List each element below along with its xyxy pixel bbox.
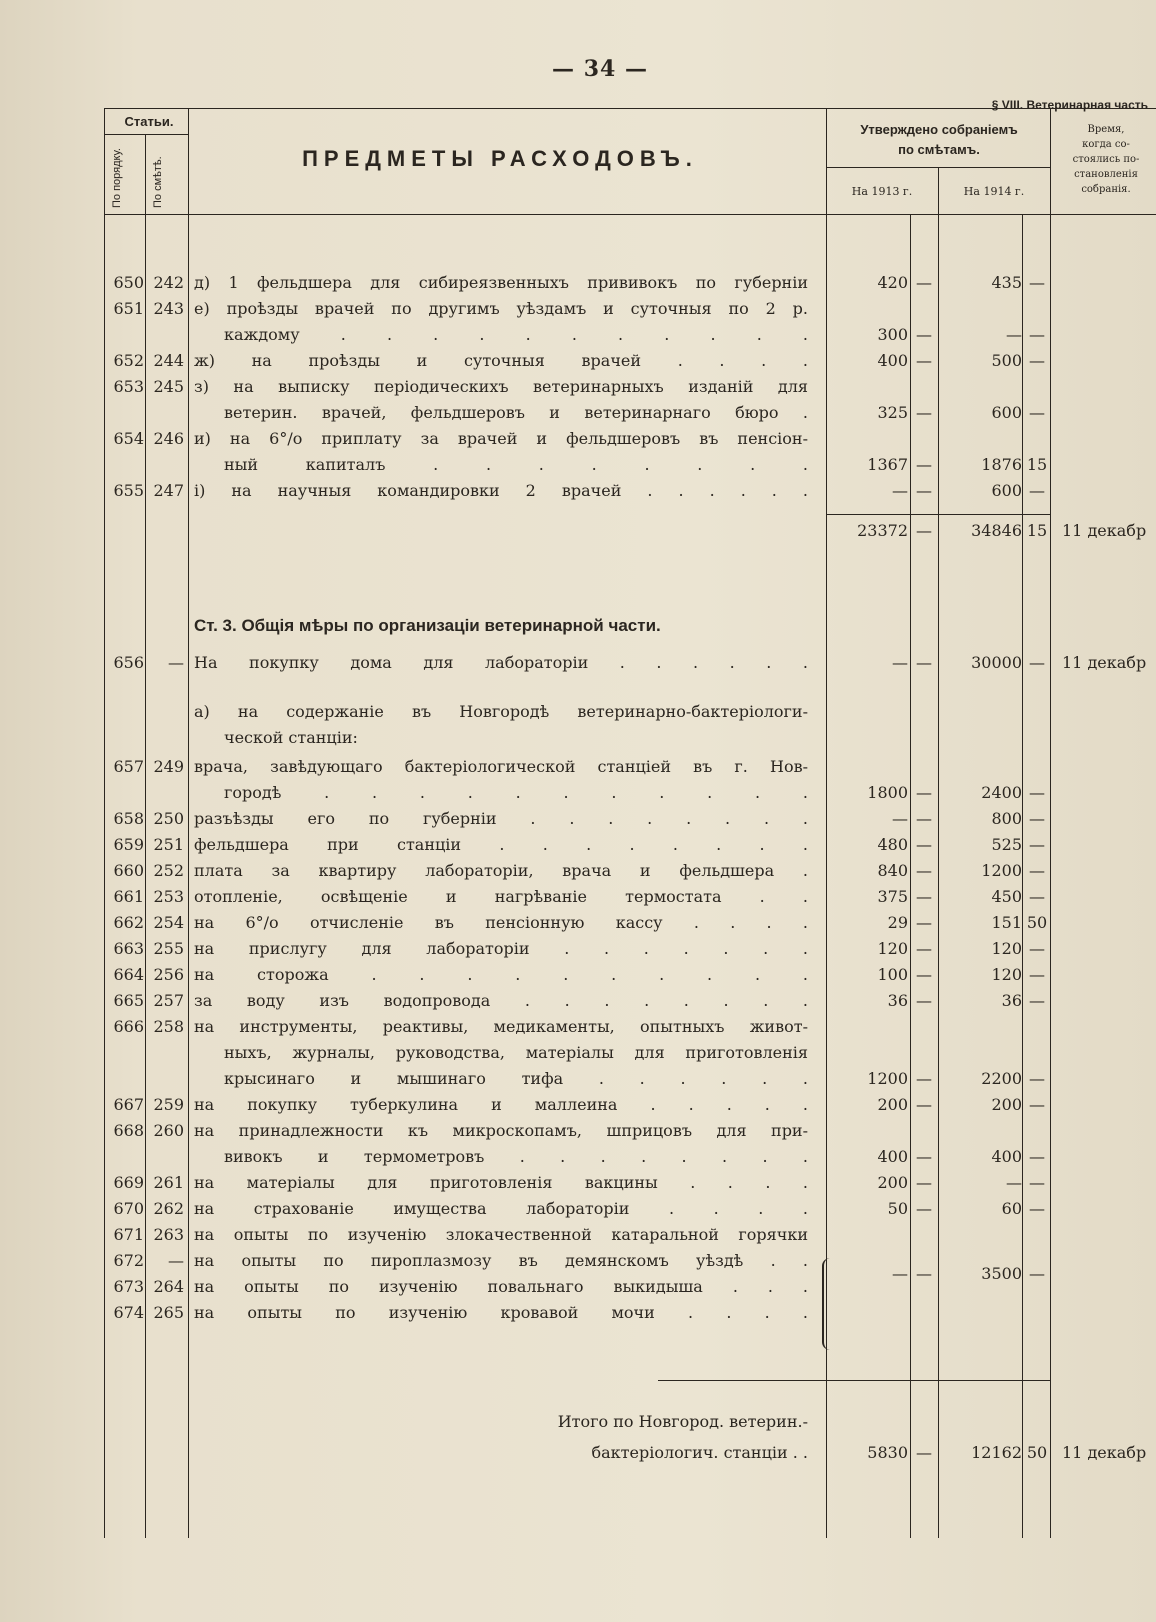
table-row xyxy=(0,1196,1156,1222)
row-r13: 400 xyxy=(877,351,908,370)
row-r14: 3500 xyxy=(981,1264,1022,1283)
total-r13: 5830 xyxy=(867,1443,908,1462)
row-text: е) проѣзды врачей по другимъ уѣздамъ и суточныя по 2 р. xyxy=(194,299,808,318)
row-r14: 435 xyxy=(991,273,1022,292)
row-r14: 120 xyxy=(991,965,1022,984)
table-row xyxy=(0,754,1156,780)
row-sm: 262 xyxy=(153,1199,184,1218)
table-row xyxy=(0,832,1156,858)
row-k14: — xyxy=(1029,835,1045,854)
row-text: крысинаго и мышинаго тифа . . . . . . xyxy=(224,1069,808,1088)
row-sm: 257 xyxy=(153,991,184,1010)
header-stati: Статьи. xyxy=(124,114,174,129)
row-sm: — xyxy=(168,1251,184,1270)
row-r14: 120 xyxy=(991,939,1022,958)
row-k14: — xyxy=(1029,861,1045,880)
row-no: 661 xyxy=(113,887,144,906)
row-k14: — xyxy=(1029,887,1045,906)
row-k13: — xyxy=(916,1264,932,1283)
row-sm: 255 xyxy=(153,939,184,958)
row-no: 650 xyxy=(113,273,144,292)
table-row xyxy=(0,348,1156,374)
row-no: 665 xyxy=(113,991,144,1010)
table-row xyxy=(0,1092,1156,1118)
row-r14: 525 xyxy=(991,835,1022,854)
row-text: ж) на проѣзды и суточныя врачей . . . . xyxy=(194,351,808,370)
row-no: 668 xyxy=(113,1121,144,1140)
row-no: 674 xyxy=(113,1303,144,1322)
row-text: ветерин. врачей, фельдшеровъ и ветеринарнаго бюро . xyxy=(224,403,808,422)
row-sm: 244 xyxy=(153,351,184,370)
row-text: на принадлежности къ микроскопамъ, шприцовъ для при- xyxy=(194,1121,808,1140)
article-3-heading: Ст. 3. Общія мѣры по организаціи ветеринарной части. xyxy=(194,616,661,635)
row-r13: 300 xyxy=(877,325,908,344)
row-sm: 250 xyxy=(153,809,184,828)
row-k14: — xyxy=(1029,939,1045,958)
row-text: на опыты по пироплазмозу въ демянскомъ уѣздѣ . . xyxy=(194,1251,808,1270)
table-row xyxy=(0,400,1156,426)
row-text: разъѣзды его по губерніи . . . . . . . . xyxy=(194,809,808,828)
subtotal-k13: — xyxy=(916,521,932,540)
row-text: на опыты по изученію кровавой мочи . . . . xyxy=(194,1303,808,1322)
table-row xyxy=(0,270,1156,296)
row-text: на инструменты, реактивы, медикаменты, опытныхъ живот- xyxy=(194,1017,808,1036)
row-r14: 30000 xyxy=(971,653,1022,672)
header-approved-line1: Утверждено собраніемъ xyxy=(860,122,1018,137)
total-rule xyxy=(658,1380,1050,1381)
row-sm: 258 xyxy=(153,1017,184,1036)
row-r13: 1367 xyxy=(867,455,908,474)
row-r13: — xyxy=(892,1264,908,1283)
row-r14: 2400 xyxy=(981,783,1022,802)
row-k13: — xyxy=(916,887,932,906)
row-k14: — xyxy=(1029,481,1045,500)
header-time-line3: стоялись по- xyxy=(1072,154,1140,165)
row-sm: 263 xyxy=(153,1225,184,1244)
row-no: 657 xyxy=(113,757,144,776)
page-number: — 34 — xyxy=(552,56,648,82)
total-k14: 50 xyxy=(1026,1443,1048,1462)
row-r14: 600 xyxy=(991,403,1022,422)
header-year-1914: На 1914 г. xyxy=(963,185,1025,198)
row-sm: 259 xyxy=(153,1095,184,1114)
row-r14: — xyxy=(1006,325,1022,344)
row-k13: — xyxy=(916,1199,932,1218)
table-row xyxy=(0,780,1156,806)
header-time-line4: становленія xyxy=(1074,169,1138,180)
row-r14: 200 xyxy=(991,1095,1022,1114)
row-no: 655 xyxy=(113,481,144,500)
row-no: 669 xyxy=(113,1173,144,1192)
row-k13: — xyxy=(916,403,932,422)
row-r14: 2200 xyxy=(981,1069,1022,1088)
row-r13: 100 xyxy=(877,965,908,984)
row-text: ный капиталъ . . . . . . . . xyxy=(224,455,808,474)
row-no: 656 xyxy=(113,653,144,672)
row-sm: 245 xyxy=(153,377,184,396)
row-k13: — xyxy=(916,325,932,344)
row-text: на покупку туберкулина и маллеина . . . . . xyxy=(194,1095,808,1114)
table-row xyxy=(0,1014,1156,1040)
row-k14: 15 xyxy=(1026,455,1048,474)
row-r14: 151 xyxy=(991,913,1022,932)
table-row xyxy=(0,936,1156,962)
row-k14: — xyxy=(1029,653,1045,672)
row-text: На покупку дома для лабораторіи . . . . . . xyxy=(194,653,808,672)
header-time-line5: собранія. xyxy=(1081,184,1131,195)
table-row xyxy=(0,1264,1156,1300)
row-k14: — xyxy=(1029,809,1045,828)
section-title: § VIII. Ветеринарная часть xyxy=(991,98,1148,112)
row-r13: 120 xyxy=(877,939,908,958)
row-sm: 260 xyxy=(153,1121,184,1140)
subtotal-r13: 23372 xyxy=(857,521,908,540)
row-k14: — xyxy=(1029,1264,1045,1283)
total-label-line1: Итого по Новгород. ветерин.- xyxy=(557,1412,808,1431)
row-text: на 6°/о отчисленіе въ пенсіонную кассу . . . . xyxy=(194,913,808,932)
row-text: городѣ . . . . . . . . . . . xyxy=(224,783,808,802)
row-k13: — xyxy=(916,455,932,474)
row-k13: — xyxy=(916,481,932,500)
row-text: врача, завѣдующаго бактеріологической станціей въ г. Нов- xyxy=(194,757,808,776)
row-k14: — xyxy=(1029,1069,1045,1088)
row-sm: 256 xyxy=(153,965,184,984)
table-row xyxy=(0,1300,1156,1326)
table-row xyxy=(0,858,1156,884)
row-k13: — xyxy=(916,965,932,984)
row-no: 654 xyxy=(113,429,144,448)
header-bottom-rule xyxy=(104,214,1156,215)
row-r13: 50 xyxy=(887,1199,908,1218)
row-text: на сторожа . . . . . . . . . . xyxy=(194,965,808,984)
total-row xyxy=(0,1440,1156,1466)
row-no: 673 xyxy=(113,1277,144,1296)
total-date: 11 декабр xyxy=(1062,1443,1147,1462)
row-text: каждому . . . . . . . . . . . xyxy=(224,325,808,344)
row-sm: 251 xyxy=(153,835,184,854)
table-row xyxy=(0,962,1156,988)
row-sm: 254 xyxy=(153,913,184,932)
table-row xyxy=(0,1040,1156,1066)
row-sm: 243 xyxy=(153,299,184,318)
row-k13: — xyxy=(916,1147,932,1166)
row-text: на страхованіе имущества лабораторіи . . . . xyxy=(194,1199,808,1218)
row-no: 659 xyxy=(113,835,144,854)
row-k14: — xyxy=(1029,351,1045,370)
row-no: 651 xyxy=(113,299,144,318)
row-no: 660 xyxy=(113,861,144,880)
row-r13: 400 xyxy=(877,1147,908,1166)
row-no: 663 xyxy=(113,939,144,958)
header-approved-line2: по смѣтамъ. xyxy=(898,142,980,157)
table-row xyxy=(0,1144,1156,1170)
row-text: плата за квартиру лабораторіи, врача и фельдшера . xyxy=(194,861,808,880)
row-k14: — xyxy=(1029,965,1045,984)
row-r13: — xyxy=(892,809,908,828)
row-sm: 261 xyxy=(153,1173,184,1192)
row-k14: — xyxy=(1029,1173,1045,1192)
row-sm: 246 xyxy=(153,429,184,448)
row-text: і) на научныя командировки 2 врачей . . . . . . xyxy=(194,481,808,500)
row-text: на прислугу для лабораторіи . . . . . . . xyxy=(194,939,808,958)
row-k14: — xyxy=(1029,273,1045,292)
table-row-656 xyxy=(0,650,1156,676)
group-brace xyxy=(822,1258,838,1350)
row-r13: 29 xyxy=(887,913,908,932)
table-top-rule xyxy=(104,108,1156,109)
row-k13: — xyxy=(916,835,932,854)
table-row xyxy=(0,988,1156,1014)
row-sm: 242 xyxy=(153,273,184,292)
row-k14: 50 xyxy=(1026,913,1048,932)
table-row xyxy=(0,1118,1156,1144)
header-time xyxy=(1056,122,1156,197)
row-k13: — xyxy=(916,1173,932,1192)
row-no: 658 xyxy=(113,809,144,828)
row-sm: 247 xyxy=(153,481,184,500)
row-r14: 1200 xyxy=(981,861,1022,880)
row-k13: — xyxy=(916,809,932,828)
row-r13: — xyxy=(892,653,908,672)
total-r14: 12162 xyxy=(971,1443,1022,1462)
table-row xyxy=(0,806,1156,832)
sub-a-line1: а) на содержаніе въ Новгородѣ ветеринарно-бактеріологи- xyxy=(194,702,808,721)
row-r13: 375 xyxy=(877,887,908,906)
row-text: за воду изъ водопровода . . . . . . . . xyxy=(194,991,808,1010)
row-sm: 264 xyxy=(153,1277,184,1296)
row-k13: — xyxy=(916,351,932,370)
sub-a-line2: ческой станціи: xyxy=(224,728,358,747)
row-r14: 600 xyxy=(991,481,1022,500)
row-r13: 200 xyxy=(877,1095,908,1114)
row-no: 664 xyxy=(113,965,144,984)
table-row xyxy=(0,884,1156,910)
subtotal-r14: 34846 xyxy=(971,521,1022,540)
row-r13: 36 xyxy=(887,991,908,1010)
row-no: 666 xyxy=(113,1017,144,1036)
row-k13: — xyxy=(916,1095,932,1114)
row-r14: 400 xyxy=(991,1147,1022,1166)
row-r13: 1200 xyxy=(867,1069,908,1088)
subtotal-date: 11 декабр xyxy=(1062,521,1147,540)
table-row xyxy=(0,478,1156,504)
row-text: вивокъ и термометровъ . . . . . . . . xyxy=(224,1147,808,1166)
table-row xyxy=(0,374,1156,400)
row-k13: — xyxy=(916,913,932,932)
row-no: 653 xyxy=(113,377,144,396)
header-po-smete: По смѣтѣ. xyxy=(152,156,164,208)
header-approved xyxy=(826,120,1052,160)
row-text: д) 1 фельдшера для сибиреязвенныхъ прививокъ по губерніи xyxy=(194,273,808,292)
row-k14: — xyxy=(1029,325,1045,344)
row-r13: 480 xyxy=(877,835,908,854)
row-r14: 800 xyxy=(991,809,1022,828)
header-po-poryadku: По порядку. xyxy=(111,148,123,208)
row-r13: — xyxy=(892,481,908,500)
header-time-line2: когда со- xyxy=(1082,139,1130,150)
row-k13: — xyxy=(916,861,932,880)
row-no: 672 xyxy=(113,1251,144,1270)
row-r14: 450 xyxy=(991,887,1022,906)
row-text: на опыты по изученію повальнаго выкидыша . . . xyxy=(194,1277,808,1296)
subtotal-row xyxy=(0,518,1156,544)
row-no: 667 xyxy=(113,1095,144,1114)
stati-rule xyxy=(104,134,188,135)
row-k14: — xyxy=(1029,991,1045,1010)
header-year-1913: На 1913 г. xyxy=(851,185,913,198)
row-k14: — xyxy=(1029,1199,1045,1218)
row-r13: 325 xyxy=(877,403,908,422)
subtotal-k14: 15 xyxy=(1026,521,1048,540)
table-row xyxy=(0,296,1156,322)
row-date: 11 декабр xyxy=(1062,653,1147,672)
row-sm: 253 xyxy=(153,887,184,906)
row-no: 671 xyxy=(113,1225,144,1244)
row-r14: 1876 xyxy=(981,455,1022,474)
row-k13: — xyxy=(916,1069,932,1088)
row-k13: — xyxy=(916,939,932,958)
table-row xyxy=(0,452,1156,478)
table-row xyxy=(0,426,1156,452)
row-r14: 500 xyxy=(991,351,1022,370)
header-title: ПРЕДМЕТЫ РАСХОДОВЪ. xyxy=(302,146,698,171)
row-text: на опыты по изученію злокачественной катаральной горячки xyxy=(194,1225,808,1244)
total-label-line2: бактеріологич. станціи . . xyxy=(591,1443,808,1462)
row-no: 662 xyxy=(113,913,144,932)
table-row xyxy=(0,910,1156,936)
header-time-line1: Время, xyxy=(1087,124,1125,135)
row-k14: — xyxy=(1029,1147,1045,1166)
row-text: на матеріалы для приготовленія вакцины . . . . xyxy=(194,1173,808,1192)
row-k13: — xyxy=(916,783,932,802)
row-no: 652 xyxy=(113,351,144,370)
row-sm: — xyxy=(168,653,184,672)
row-text: и) на 6°/о приплату за врачей и фельдшеровъ въ пенсіон- xyxy=(194,429,808,448)
table-row xyxy=(0,1222,1156,1248)
row-r13: 1800 xyxy=(867,783,908,802)
row-k14: — xyxy=(1029,783,1045,802)
row-k13: — xyxy=(916,991,932,1010)
subtotal-rule xyxy=(826,514,1050,515)
row-text: ныхъ, журналы, руководства, матеріалы для приготовленія xyxy=(224,1043,808,1062)
row-r13: 200 xyxy=(877,1173,908,1192)
row-text: отопленіе, освѣщеніе и нагрѣваніе термостата . . xyxy=(194,887,808,906)
row-text: з) на выписку періодическихъ ветеринарныхъ изданій для xyxy=(194,377,808,396)
total-k13: — xyxy=(916,1443,932,1462)
row-k14: — xyxy=(1029,403,1045,422)
row-k13: — xyxy=(916,273,932,292)
row-text: фельдшера при станціи . . . . . . . . xyxy=(194,835,808,854)
row-sm: 252 xyxy=(153,861,184,880)
row-r14: 36 xyxy=(1001,991,1022,1010)
row-k14: — xyxy=(1029,1095,1045,1114)
row-r13: 420 xyxy=(877,273,908,292)
table-row xyxy=(0,322,1156,348)
row-k13: — xyxy=(916,653,932,672)
row-no: 670 xyxy=(113,1199,144,1218)
row-sm: 249 xyxy=(153,757,184,776)
row-sm: 265 xyxy=(153,1303,184,1322)
row-r13: 840 xyxy=(877,861,908,880)
table-row xyxy=(0,1066,1156,1092)
row-r14: 60 xyxy=(1001,1199,1022,1218)
table-row xyxy=(0,1170,1156,1196)
row-r14: — xyxy=(1006,1173,1022,1192)
